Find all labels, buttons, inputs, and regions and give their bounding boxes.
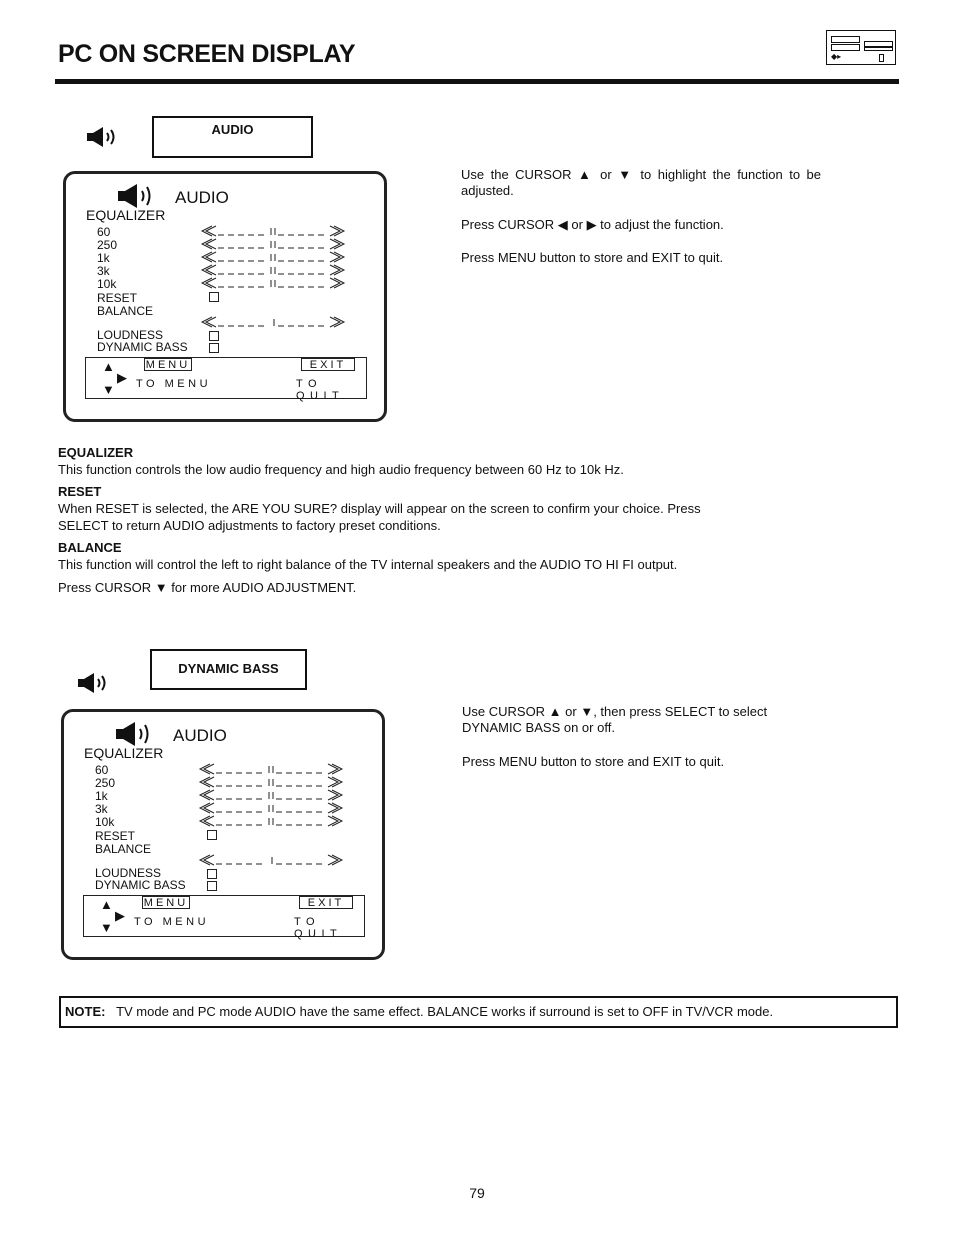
equalizer-heading: EQUALIZER <box>86 207 166 223</box>
loudness-item[interactable]: LOUDNESS <box>97 328 164 342</box>
eq-slider-3k[interactable] <box>198 802 344 814</box>
speaker-icon <box>116 183 158 209</box>
balance-slider[interactable] <box>200 316 346 328</box>
loudness-checkbox[interactable] <box>209 331 219 341</box>
balance-text: This function will control the left to right balance of the TV internal speakers and the AUDIO TO HI FI output. <box>58 557 678 572</box>
reset-head: RESET <box>58 484 102 499</box>
note-label: NOTE: <box>65 1004 106 1019</box>
band-250[interactable]: 250 <box>97 238 118 252</box>
band-3k[interactable]: 3k <box>97 264 110 278</box>
eq-slider-3k[interactable] <box>200 264 346 276</box>
osd-title: AUDIO <box>173 726 227 745</box>
reset-text-2: SELECT to return AUDIO adjustments to factory preset conditions. <box>58 518 441 533</box>
osd-audio-menu <box>63 171 387 422</box>
reset-item[interactable]: RESET <box>97 291 138 305</box>
to-menu-caption: TO MENU <box>134 916 210 928</box>
more-text: Press CURSOR ▼ for more AUDIO ADJUSTMENT. <box>58 580 357 595</box>
to-quit-caption: TO QUIT <box>294 916 343 940</box>
eq-slider-60[interactable] <box>198 763 344 775</box>
header-rule <box>55 79 899 84</box>
osd-title: AUDIO <box>175 188 229 207</box>
band-3k[interactable]: 3k <box>95 802 108 816</box>
menu-button[interactable]: MENU <box>143 897 189 909</box>
balance-head: BALANCE <box>58 540 122 555</box>
dynamic-bass-label-box: DYNAMIC BASS <box>150 649 307 690</box>
note-box <box>59 996 898 1028</box>
dynamic-bass-checkbox[interactable] <box>209 343 219 353</box>
band-60[interactable]: 60 <box>97 225 111 239</box>
band-1k[interactable]: 1k <box>95 789 108 803</box>
osd-control-bar <box>85 357 367 402</box>
note-text: TV mode and PC mode AUDIO have the same effect. BALANCE works if surround is set to OFF in TV/VCR mode. <box>116 1004 774 1019</box>
eq-slider-250[interactable] <box>198 776 344 788</box>
exit-button[interactable]: EXIT <box>299 896 353 909</box>
loudness-item[interactable]: LOUDNESS <box>95 866 162 880</box>
equalizer-heading: EQUALIZER <box>84 745 164 761</box>
reset-checkbox[interactable] <box>207 830 217 840</box>
to-menu-caption: TO MENU <box>136 378 212 390</box>
cursor-up-icon: ▲ <box>102 359 115 374</box>
reset-text-1: When RESET is selected, the ARE YOU SURE? display will appear on the screen to confirm your choice. Press <box>58 501 701 516</box>
to-quit-caption: TO QUIT <box>296 378 345 402</box>
osd-control-bar <box>83 895 365 940</box>
dynamic-bass-item[interactable]: DYNAMIC BASS <box>97 340 188 354</box>
tv-remote-icon: ◆▸ <box>826 30 896 65</box>
cursor-up-icon: ▲ <box>100 897 113 912</box>
equalizer-head: EQUALIZER <box>58 445 134 460</box>
band-250[interactable]: 250 <box>95 776 116 790</box>
reset-checkbox[interactable] <box>209 292 219 302</box>
instruction-2: Press MENU button to store and EXIT to quit. <box>462 754 725 769</box>
dynamic-bass-checkbox[interactable] <box>207 881 217 891</box>
balance-item[interactable]: BALANCE <box>95 842 152 856</box>
speaker-icon <box>114 721 156 747</box>
eq-slider-1k[interactable] <box>198 789 344 801</box>
cursor-right-icon: ▶ <box>115 908 125 923</box>
reset-item[interactable]: RESET <box>95 829 136 843</box>
eq-slider-1k[interactable] <box>200 251 346 263</box>
speaker-icon <box>85 126 121 148</box>
cursor-right-icon: ▶ <box>117 370 127 385</box>
cursor-down-icon: ▼ <box>100 920 113 935</box>
band-60[interactable]: 60 <box>95 763 109 777</box>
menu-button[interactable]: MENU <box>145 359 191 371</box>
osd-dynamic-bass-menu <box>61 709 385 960</box>
loudness-checkbox[interactable] <box>207 869 217 879</box>
cursor-down-icon: ▼ <box>102 382 115 397</box>
exit-button[interactable]: EXIT <box>301 358 355 371</box>
equalizer-text: This function controls the low audio frequency and high audio frequency between 60 Hz to 10k Hz. <box>58 462 624 477</box>
band-10k[interactable]: 10k <box>97 277 117 291</box>
speaker-icon <box>76 672 112 694</box>
dynamic-bass-item[interactable]: DYNAMIC BASS <box>95 878 186 892</box>
eq-slider-10k[interactable] <box>200 277 346 289</box>
band-10k[interactable]: 10k <box>95 815 115 829</box>
band-1k[interactable]: 1k <box>97 251 110 265</box>
eq-slider-10k[interactable] <box>198 815 344 827</box>
instruction-1: Use CURSOR ▲ or ▼, then press SELECT to select DYNAMIC BASS on or off. <box>462 704 768 735</box>
audio-label-box: AUDIO <box>152 116 313 158</box>
balance-item[interactable]: BALANCE <box>97 304 154 318</box>
balance-slider[interactable] <box>198 854 344 866</box>
instruction-3: Press MENU button to store and EXIT to quit. <box>461 250 724 265</box>
page-number: 79 <box>469 1185 485 1201</box>
eq-slider-60[interactable] <box>200 225 346 237</box>
instruction-1: Use the CURSOR ▲ or ▼ to highlight the function to be adjusted. <box>461 167 821 198</box>
instruction-2: Press CURSOR ◀ or ▶ to adjust the function. <box>461 217 724 232</box>
page-title: PC ON SCREEN DISPLAY <box>58 40 356 68</box>
eq-slider-250[interactable] <box>200 238 346 250</box>
